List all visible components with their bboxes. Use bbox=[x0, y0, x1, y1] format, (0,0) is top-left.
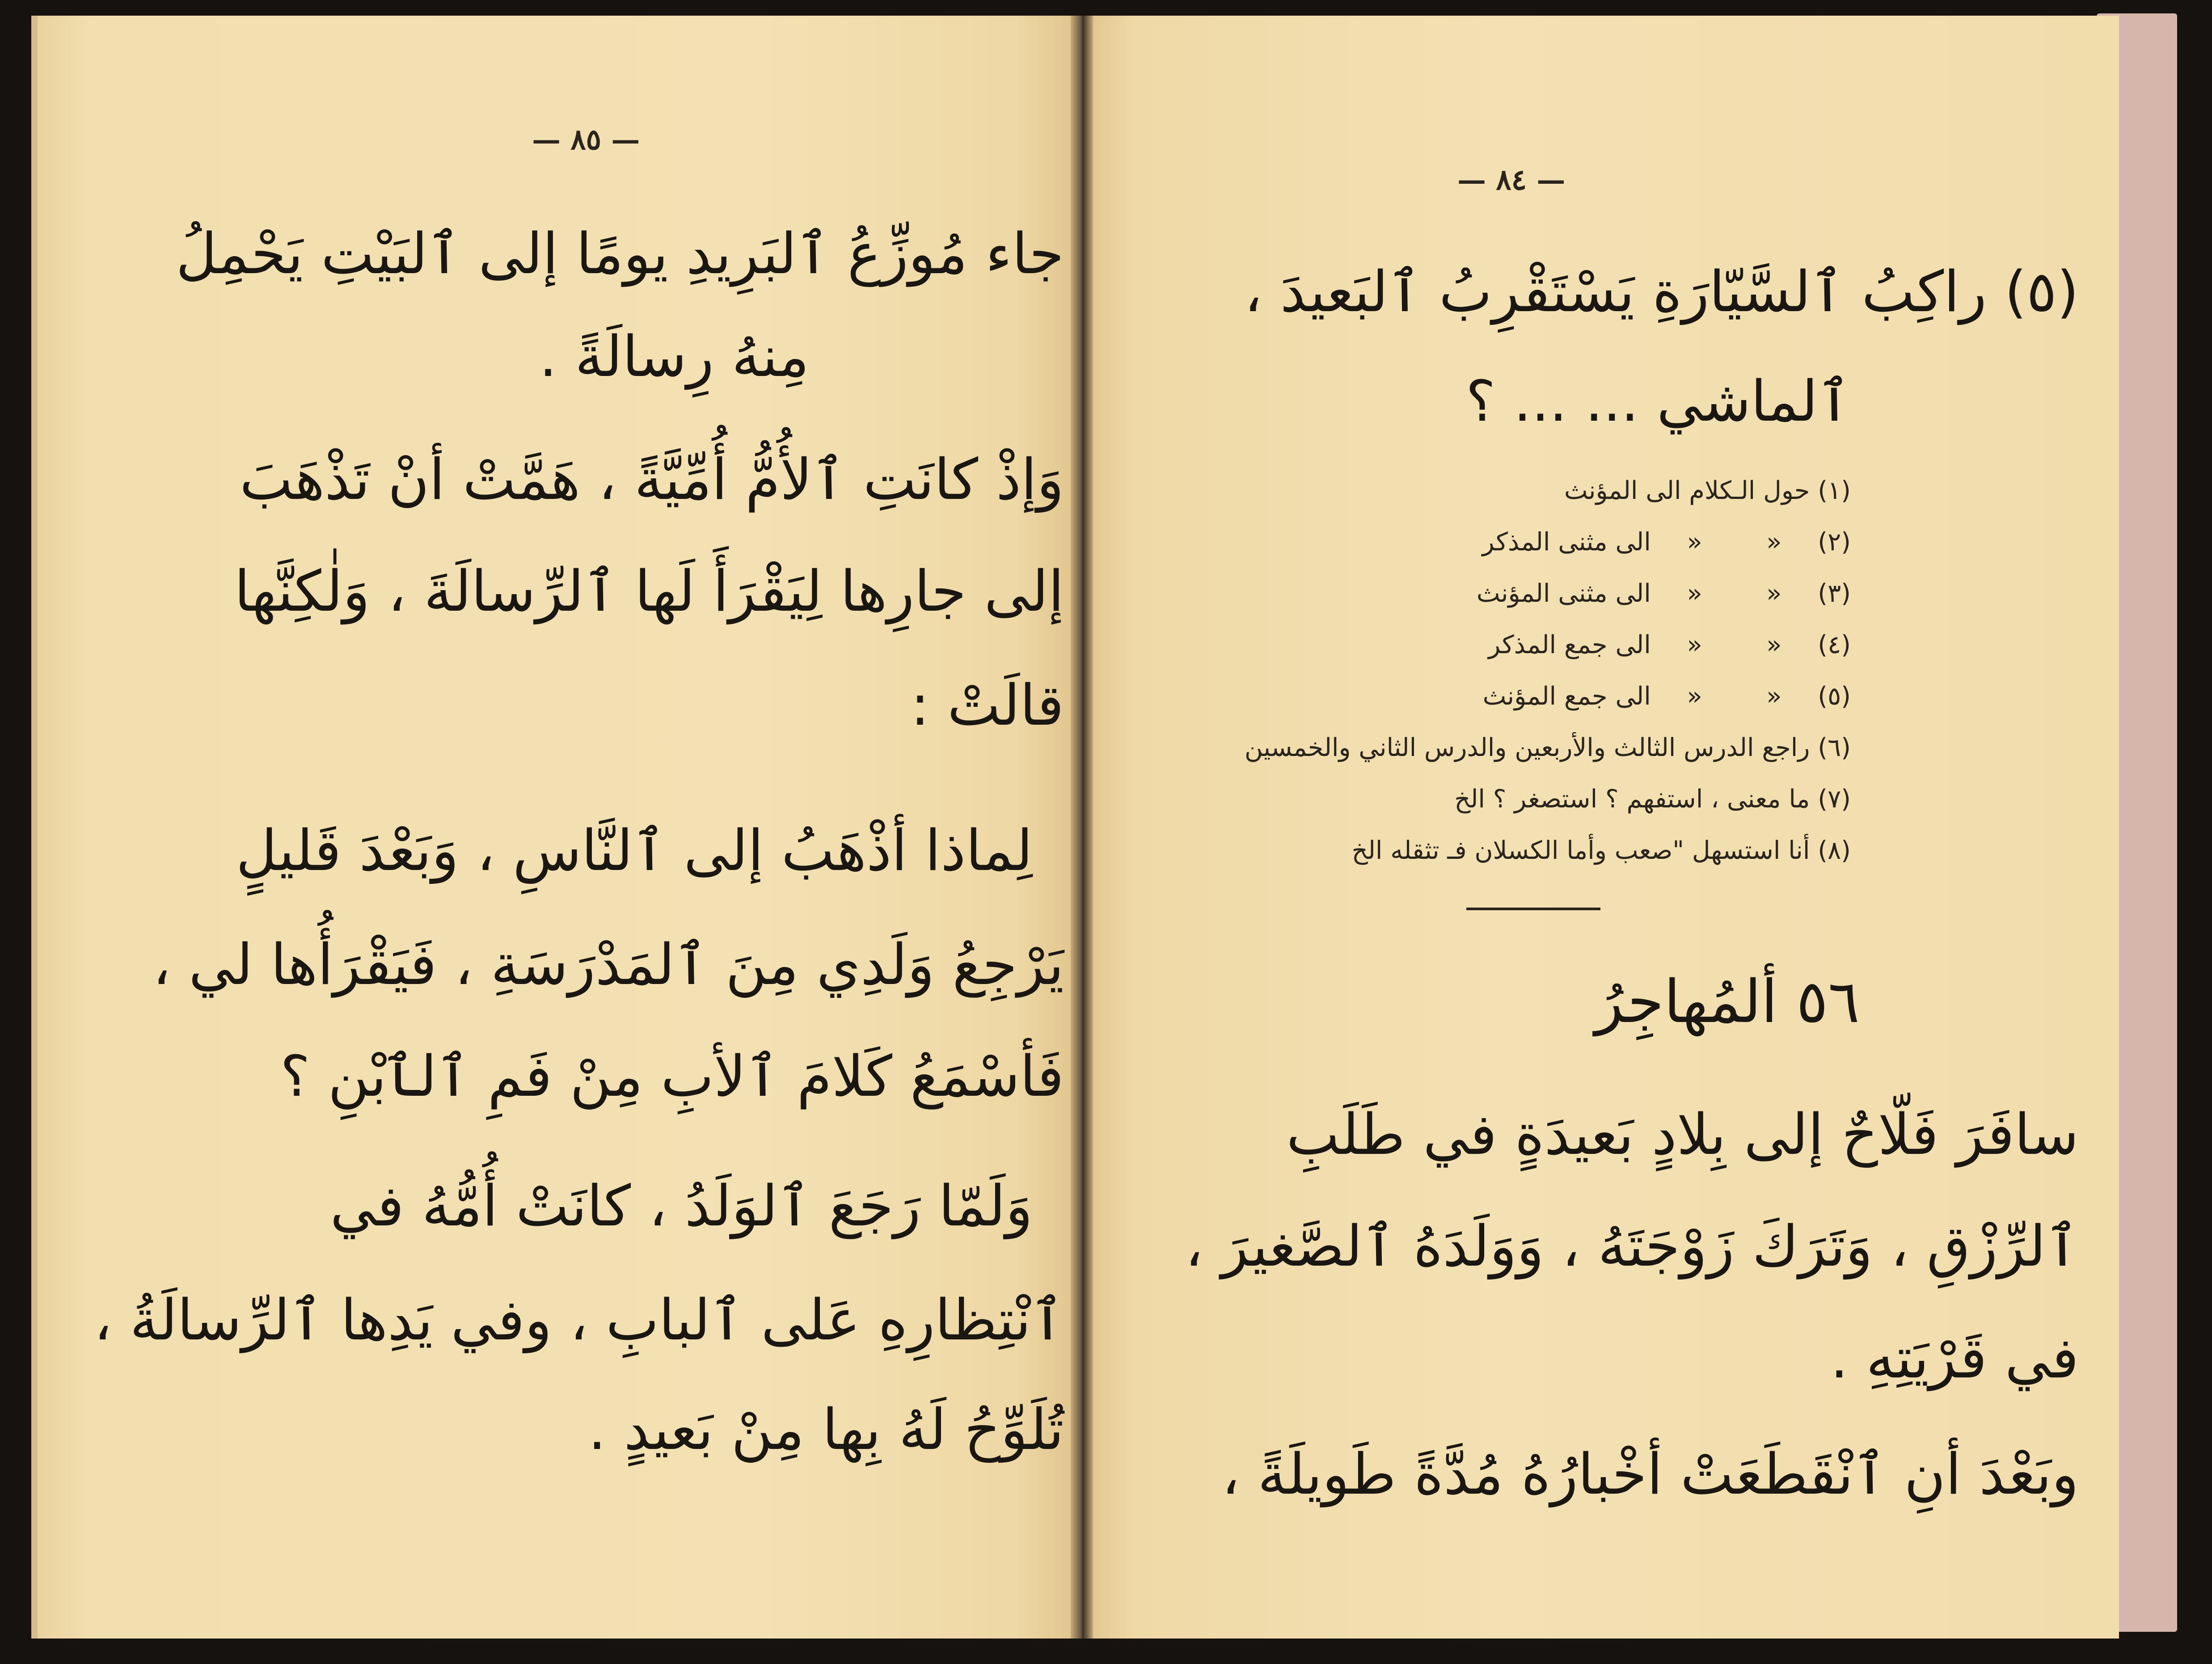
exercise-text: ما معنى ، استفهم ؟ استصغر ؟ الخ bbox=[1454, 785, 1810, 814]
page-number: — ٨٥ — bbox=[532, 123, 640, 156]
text-line: وبَعْدَ أنِ ٱنْقَطَعَتْ أخْبارُهُ مُدَّةً طَويلَةً ، bbox=[1221, 1441, 2079, 1507]
text-line: وَلَمّا رَجَعَ ٱلوَلَدُ ، كانَتْ أُمُّهُ في bbox=[330, 1173, 1033, 1239]
ditto-mark: « bbox=[1687, 579, 1702, 608]
ditto-mark: « bbox=[1687, 630, 1702, 659]
exercise-text: راجع الدرس الثالث والأربعين والدرس الثاني والخمسين bbox=[1244, 733, 1810, 762]
text-line: إلى جارِها لِيَقْرَأَ لَها ٱلرِّسالَةَ ، وَلٰكِنَّها bbox=[234, 558, 1064, 624]
ditto-mark: « bbox=[1687, 682, 1702, 711]
exercise-item bbox=[1091, 735, 1851, 760]
exercise-text: حول الـكلام الى المؤنث bbox=[1564, 476, 1810, 505]
exercise-item bbox=[1180, 530, 1851, 555]
exercise-number: (٢) bbox=[1818, 528, 1851, 557]
text-line: ٱنْتِظارِهِ عَلى ٱلبابِ ، وفي يَدِها ٱلرِّسالَةُ ، bbox=[93, 1287, 1064, 1353]
ditto-mark: « bbox=[1766, 630, 1782, 659]
exercise-sentence: (٥) راكِبُ ٱلسَّيّارَةِ يَسْتَقْرِبُ ٱلبَعيدَ ، bbox=[1244, 259, 2079, 325]
exercise-text: الى مثنى المذكر bbox=[1482, 528, 1651, 557]
exercise-number: (٥) bbox=[1818, 682, 1851, 711]
text-line: وَإذْ كانَتِ ٱلأُمُّ أُمِّيَّةً ، هَمَّتْ أنْ تَذْهَبَ bbox=[240, 447, 1064, 512]
exercise-number: (٣) bbox=[1818, 579, 1851, 608]
exercise-number: (٨) bbox=[1818, 836, 1851, 865]
text-line: قالَتْ : bbox=[910, 672, 1064, 738]
text-line: ٱلرِّزْقِ ، وَتَرَكَ زَوْجَتَهُ ، وَوَلَدَهُ ٱلصَّغيرَ ، bbox=[1185, 1213, 2079, 1279]
exercise-item bbox=[1180, 478, 1851, 503]
left-page bbox=[31, 16, 1077, 1639]
ditto-mark: « bbox=[1687, 528, 1702, 557]
exercise-item bbox=[1180, 684, 1851, 709]
text-line: تُلَوِّحُ لَهُ بِها مِنْ بَعيدٍ . bbox=[588, 1397, 1064, 1462]
text-line: في قَرْيَتِهِ . bbox=[1830, 1325, 2079, 1391]
lesson-title: ٥٦ ألمُهاجِرُ bbox=[1595, 967, 1860, 1036]
exercise-sentence: ٱلماشي ... ... ؟ bbox=[1465, 368, 1851, 434]
exercise-item bbox=[1180, 581, 1851, 606]
exercise-number: (١) bbox=[1818, 476, 1851, 505]
right-page bbox=[1082, 16, 2119, 1639]
exercise-text: الى جمع المذكر bbox=[1488, 630, 1651, 659]
exercise-number: (٤) bbox=[1818, 630, 1851, 659]
ditto-mark: « bbox=[1766, 528, 1782, 557]
exercise-text: الى مثنى المؤنث bbox=[1476, 579, 1651, 608]
section-divider bbox=[1466, 908, 1600, 910]
exercise-number: (٦) bbox=[1818, 733, 1851, 762]
text-line: يَرْجِعُ وَلَدِي مِنَ ٱلمَدْرَسَةِ ، فَيَقْرَأُها لي ، bbox=[152, 932, 1064, 997]
text-line: سافَرَ فَلّاحٌ إلى بِلادٍ بَعيدَةٍ في طَلَبِ bbox=[1286, 1102, 2079, 1167]
exercise-text: الى جمع المؤنث bbox=[1482, 682, 1651, 711]
exercise-text: أنا استسهل "صعب وأما الكسلان فـ تثقله الخ bbox=[1351, 836, 1810, 865]
text-line: لِماذا أذْهَبُ إلى ٱلنَّاسِ ، وَبَعْدَ قَليلٍ bbox=[236, 818, 1033, 883]
text-line: جاء مُوزِّعُ ٱلبَرِيدِ يومًا إلى ٱلبَيْتِ يَحْمِلُ bbox=[176, 221, 1064, 287]
exercise-item bbox=[1180, 838, 1851, 863]
ditto-mark: « bbox=[1766, 579, 1782, 608]
text-line: مِنهُ رِسالَةً . bbox=[539, 324, 809, 389]
page-number: — ٨٤ — bbox=[1457, 163, 1566, 197]
ditto-mark: « bbox=[1766, 682, 1782, 711]
exercise-item bbox=[1180, 787, 1851, 812]
exercise-item bbox=[1180, 630, 1851, 659]
book-gutter bbox=[1071, 16, 1093, 1639]
exercise-number: (٧) bbox=[1818, 785, 1851, 814]
text-line: فَأسْمَعُ كَلامَ ٱلأبِ مِنْ فَمِ ٱلٱبْنِ ؟ bbox=[280, 1043, 1064, 1109]
